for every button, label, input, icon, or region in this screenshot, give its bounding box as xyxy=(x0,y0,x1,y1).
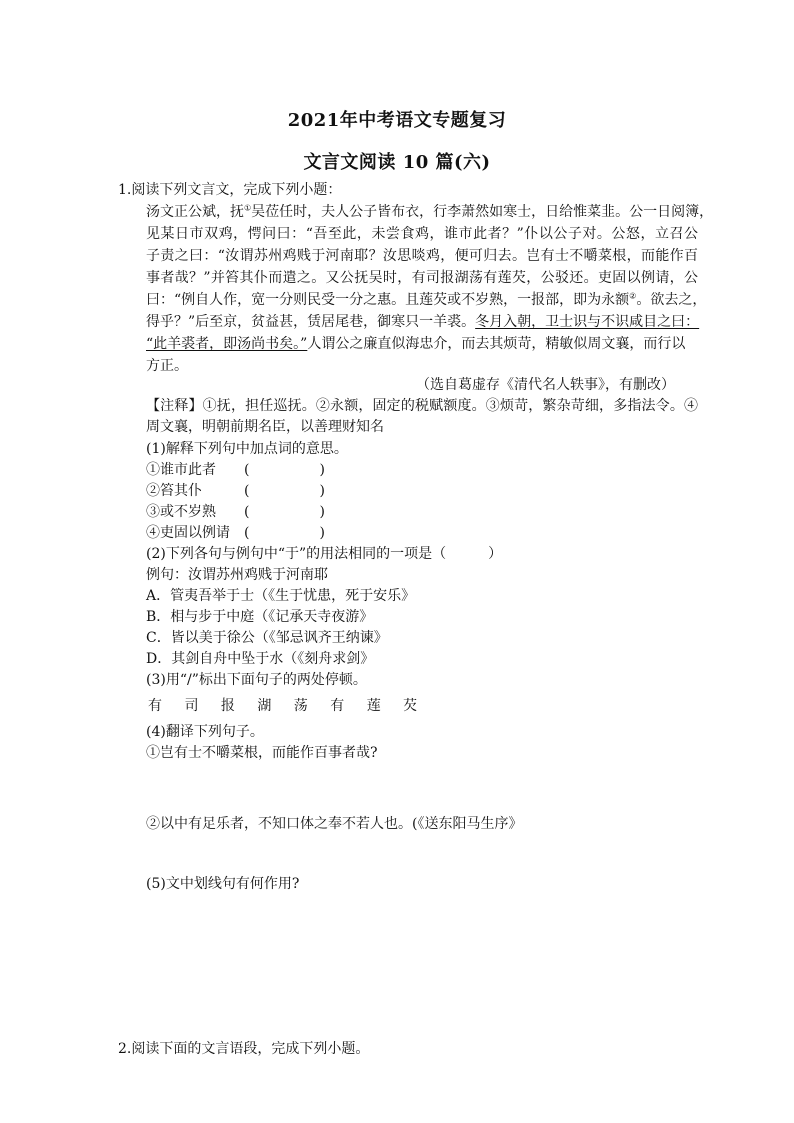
sub1-blank-2[interactable]: ( ) xyxy=(244,483,325,499)
footnote-ref-1: ① xyxy=(244,203,252,213)
sub1-blank-3[interactable]: ( ) xyxy=(244,504,325,520)
sub1-blank-4[interactable]: ( ) xyxy=(244,525,325,541)
sub2-option-a[interactable]: A．管夷吾举于士（《生于忧患，死于安乐》 xyxy=(146,588,416,604)
sub2-prompt: (2)下列各句与例句中“于”的用法相同的一项是（ ） xyxy=(146,546,503,562)
sub3-prompt: (3)用“/”标出下面句子的两处停顿。 xyxy=(146,672,367,688)
sub5-prompt: (5)文中划线句有何作用? xyxy=(146,876,300,892)
sub4-sentence-2: ②以中有足乐者，不知口体之奉不若人也。(《送东阳马生序》 xyxy=(146,816,523,832)
passage-source: （选自葛虚存《清代名人轶事》，有删改） xyxy=(416,377,675,393)
sub1-item-1: ①谁市此者 xyxy=(146,462,216,478)
underlined-sentence-part-2: “此羊裘者，即汤尚书矣。” xyxy=(146,336,308,352)
passage-line-6: 得乎？”后至京，贫益甚，赁居尾巷，御寒只一羊裘。冬月入朝，卫士识与不识咸目之曰： xyxy=(146,314,700,330)
passage-line-1: 汤文正公斌，抚①吴莅任时，夫人公子皆布衣，行李萧然如寒士，日给惟菜韭。公一日阅簿， xyxy=(146,203,714,220)
passage-line-2: 见某日市双鸡，愕问曰：“吾至此，未尝食鸡，谁市此者？”仆以公子对。公怒，立召公 xyxy=(146,226,698,242)
sub2-option-b[interactable]: B．相与步于中庭（《记承天寺夜游》 xyxy=(146,609,374,625)
passage-line-8: 方正。 xyxy=(146,358,188,374)
question-2-header: 2.阅读下面的文言语段，完成下列小题。 xyxy=(118,1041,370,1057)
question-1-header: 1.阅读下列文言文，完成下列小题： xyxy=(118,182,342,198)
passage-line-5: 曰：“例自人作，宽一分则民受一分之惠。且莲芡或不岁熟，一报部，即为永额②。欲去之， xyxy=(146,291,707,308)
sub3-sentence[interactable]: 有 司 报 湖 荡 有 莲 芡 xyxy=(148,698,427,714)
sub1-blank-1[interactable]: ( ) xyxy=(244,462,325,478)
notes-line-2: 周文襄，明朝前期名臣，以善理财知名 xyxy=(146,419,384,435)
underlined-sentence-part-1: 冬月入朝，卫士识与不识咸目之曰： xyxy=(475,314,700,330)
sub2-option-d[interactable]: D．其剑自舟中坠于水（《刻舟求剑》 xyxy=(146,651,375,667)
sub2-example: 例句：汝谓苏州鸡贱于河南耶 xyxy=(146,567,328,583)
doc-subtitle: 文言文阅读 10 篇(六) xyxy=(303,152,491,173)
sub4-prompt: (4)翻译下列句子。 xyxy=(146,724,264,740)
passage-line-7: “此羊裘者，即汤尚书矣。”人谓公之廉直似海忠介，而去其烦苛，精敏似周文襄，而行以 xyxy=(146,336,686,352)
sub4-sentence-1: ①岂有士不嚼菜根，而能作百事者哉? xyxy=(146,745,378,761)
doc-title: 2021年中考语文专题复习 xyxy=(287,110,507,131)
passage-line-3: 子责之曰：“汝谓苏州鸡贱于河南耶？汝思啖鸡，便可归去。岂有士不嚼菜根，而能作百 xyxy=(146,248,698,264)
passage-line-4: 事者哉？”并笞其仆而遣之。又公抚吴时，有司报湖荡有莲芡，公驳还。吏固以例请，公 xyxy=(146,270,698,286)
sub2-option-c[interactable]: C．皆以美于徐公（《邹忌讽齐王纳谏》 xyxy=(146,630,388,646)
sub1-prompt: (1)解释下列句中加点词的意思。 xyxy=(146,441,348,457)
footnote-ref-2: ② xyxy=(629,291,637,301)
notes-line-1: 【注释】①抚，担任巡抚。②永额，固定的税赋额度。③烦苛，繁杂苛细，多指法令。④ xyxy=(146,398,698,414)
sub1-item-2: ②笞其仆 xyxy=(146,483,202,499)
sub1-item-3: ③或不岁熟 xyxy=(146,504,216,520)
sub1-item-4: ④吏固以例请 xyxy=(146,525,230,541)
